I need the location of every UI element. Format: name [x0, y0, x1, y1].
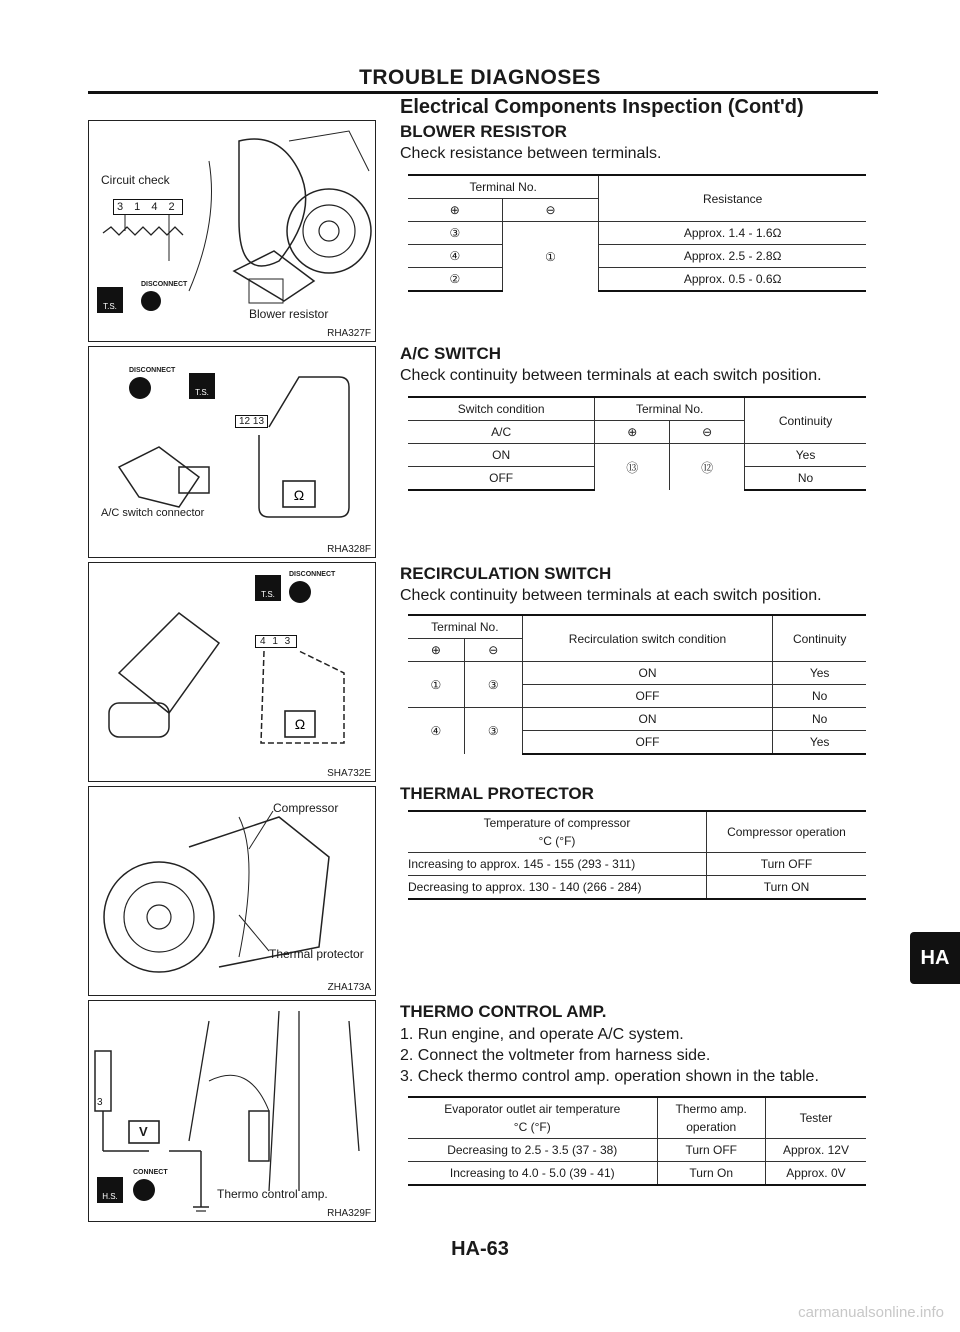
op-header-2: operation	[686, 1120, 737, 1134]
col-minus: ⊖	[464, 639, 522, 662]
cell-minus: ⑫	[670, 444, 745, 491]
col-condition: Switch condition	[408, 397, 595, 421]
temp-header: Temperature of compressor	[483, 816, 631, 830]
cell-operation: Turn On	[657, 1162, 765, 1186]
cell-tester: Approx. 12V	[765, 1139, 866, 1162]
cell-tester: Approx. 0V	[765, 1162, 866, 1186]
cell-plus: ②	[408, 268, 502, 292]
recirc-title: RECIRCULATION SWITCH	[400, 564, 612, 583]
col-operation: Compressor operation	[706, 811, 866, 853]
thermo-title: THERMO CONTROL AMP.	[400, 1002, 607, 1021]
cell-resistance: Approx. 1.4 - 1.6Ω	[599, 222, 866, 245]
cell-condition: OFF	[522, 685, 773, 708]
thermal-table	[408, 810, 866, 900]
temp-header: Evaporator outlet air temperature	[444, 1102, 621, 1116]
op-header-1: Thermo amp.	[675, 1102, 747, 1116]
blower-resistor-label: Blower resistor	[249, 307, 329, 321]
thermal-protector-label: Thermal protector	[269, 947, 364, 961]
cell-temperature: Decreasing to 2.5 - 3.5 (37 - 38)	[408, 1139, 657, 1162]
cell-plus: ③	[408, 222, 502, 245]
cell-minus: ③	[464, 662, 522, 708]
compressor-label: Compressor	[273, 801, 339, 815]
figure-code: RHA328F	[327, 544, 371, 555]
cell-condition: ON	[522, 662, 773, 685]
figure-code: SHA732E	[327, 768, 371, 779]
thermo-steps	[400, 1024, 819, 1087]
figure-code: ZHA173A	[327, 982, 371, 993]
col-plus: ⊕	[408, 199, 502, 222]
figure-compressor	[88, 786, 376, 996]
cell-continuity: Yes	[745, 444, 866, 467]
ac-switch-circuit	[89, 347, 375, 557]
col-temperature	[408, 1097, 657, 1139]
cell-continuity: Yes	[773, 731, 866, 755]
col-minus: ⊖	[502, 199, 599, 222]
col-terminal: Terminal No.	[408, 175, 599, 199]
cell-minus: ①	[502, 222, 599, 292]
connector-terminals: 12 13	[235, 415, 268, 428]
thermo-table	[408, 1096, 866, 1186]
recirc-instruction: Check continuity between terminals at each switch position.	[400, 587, 822, 604]
cell-condition: ON	[522, 708, 773, 731]
col-tester: Tester	[765, 1097, 866, 1139]
blower-resistor-illustration	[89, 121, 375, 341]
cell-operation: Turn OFF	[706, 853, 866, 876]
acswitch-title: A/C SWITCH	[400, 344, 502, 363]
svg-text:Ω: Ω	[294, 716, 306, 732]
col-ac: A/C	[408, 421, 595, 444]
figure-code: RHA329F	[327, 1208, 371, 1219]
col-plus: ⊕	[408, 639, 464, 662]
col-terminal: Terminal No.	[408, 615, 522, 639]
cell-resistance: Approx. 2.5 - 2.8Ω	[599, 245, 866, 268]
ts-icon: T.S.	[189, 373, 215, 399]
col-terminal: Terminal No.	[595, 397, 745, 421]
figure-code: RHA327F	[327, 328, 371, 339]
col-operation	[657, 1097, 765, 1139]
header-rule	[88, 91, 878, 94]
voltmeter-label: V	[139, 1124, 148, 1139]
disconnect-icon: DISCONNECT	[141, 281, 188, 288]
step-1: 1. Run engine, and operate A/C system.	[400, 1026, 684, 1043]
figure-recirc-switch	[88, 562, 376, 782]
section-tab: HA	[910, 932, 960, 984]
cell-minus: ③	[464, 708, 522, 755]
cell-continuity: No	[773, 685, 866, 708]
col-plus: ⊕	[595, 421, 670, 444]
page-title: Electrical Components Inspection (Cont'd)	[400, 96, 804, 118]
recirc-table	[408, 614, 866, 755]
disconnect-icon: DISCONNECT	[289, 571, 336, 578]
svg-text:Ω: Ω	[293, 487, 305, 503]
cell-continuity: No	[745, 467, 866, 491]
hs-icon: H.S.	[97, 1177, 123, 1203]
recirc-switch-circuit	[89, 563, 375, 781]
cell-resistance: Approx. 0.5 - 0.6Ω	[599, 268, 866, 292]
figure-blower-resistor	[88, 120, 376, 342]
connect-icon: CONNECT	[133, 1169, 168, 1176]
cell-temperature: Decreasing to approx. 130 - 140 (266 - 284)	[408, 876, 706, 900]
cell-operation: Turn OFF	[657, 1139, 765, 1162]
section-header: TROUBLE DIAGNOSES	[359, 66, 601, 89]
figure-ac-switch	[88, 346, 376, 558]
cell-plus: ⑬	[595, 444, 670, 491]
cell-temperature: Increasing to approx. 145 - 155 (293 - 311)	[408, 853, 706, 876]
terminal-label: 3	[97, 1097, 103, 1108]
disconnect-icon: DISCONNECT	[129, 367, 176, 374]
col-continuity: Continuity	[773, 615, 866, 662]
cell-plus: ④	[430, 724, 442, 738]
acswitch-table	[408, 396, 866, 491]
blower-instruction: Check resistance between terminals.	[400, 145, 662, 162]
thermal-title: THERMAL PROTECTOR	[400, 784, 594, 803]
cell-condition: OFF	[408, 467, 595, 491]
ac-switch-label: A/C switch connector	[101, 507, 205, 519]
col-minus: ⊖	[670, 421, 745, 444]
blower-table	[408, 174, 866, 292]
figure-thermo-amp	[88, 1000, 376, 1222]
ts-icon: T.S.	[255, 575, 281, 601]
cell-continuity: No	[773, 708, 866, 731]
cell-operation: Turn ON	[706, 876, 866, 900]
col-resistance: Resistance	[599, 175, 866, 222]
step-2: 2. Connect the voltmeter from harness side.	[400, 1047, 711, 1064]
col-condition: Recirculation switch condition	[522, 615, 773, 662]
temp-unit: °C (°F)	[538, 834, 576, 848]
temp-unit: °C (°F)	[513, 1120, 551, 1134]
col-temperature	[408, 811, 706, 853]
watermark: carmanualsonline.info	[798, 1304, 944, 1321]
thermo-amp-label: Thermo control amp.	[217, 1187, 328, 1201]
cell-plus: ①	[408, 662, 464, 708]
acswitch-instruction: Check continuity between terminals at each switch position.	[400, 367, 822, 384]
page-number: HA-63	[451, 1238, 509, 1260]
ts-icon: T.S.	[97, 287, 123, 313]
connector-icon	[141, 291, 161, 311]
cell-temperature: Increasing to 4.0 - 5.0 (39 - 41)	[408, 1162, 657, 1186]
col-continuity: Continuity	[745, 397, 866, 444]
cell-continuity: Yes	[773, 662, 866, 685]
connector-terminals: 3 1 4 2	[113, 199, 183, 215]
circuit-check-label: Circuit check	[101, 173, 170, 187]
compressor-illustration	[89, 787, 375, 995]
blower-title: BLOWER RESISTOR	[400, 122, 567, 141]
connector-icon	[133, 1179, 155, 1201]
cell-condition: ON	[408, 444, 595, 467]
connector-terminals: 4 1 3	[255, 635, 297, 648]
step-3: 3. Check thermo control amp. operation shown in the table.	[400, 1068, 819, 1085]
cell-plus: ④	[408, 245, 502, 268]
cell-condition: OFF	[522, 731, 773, 755]
